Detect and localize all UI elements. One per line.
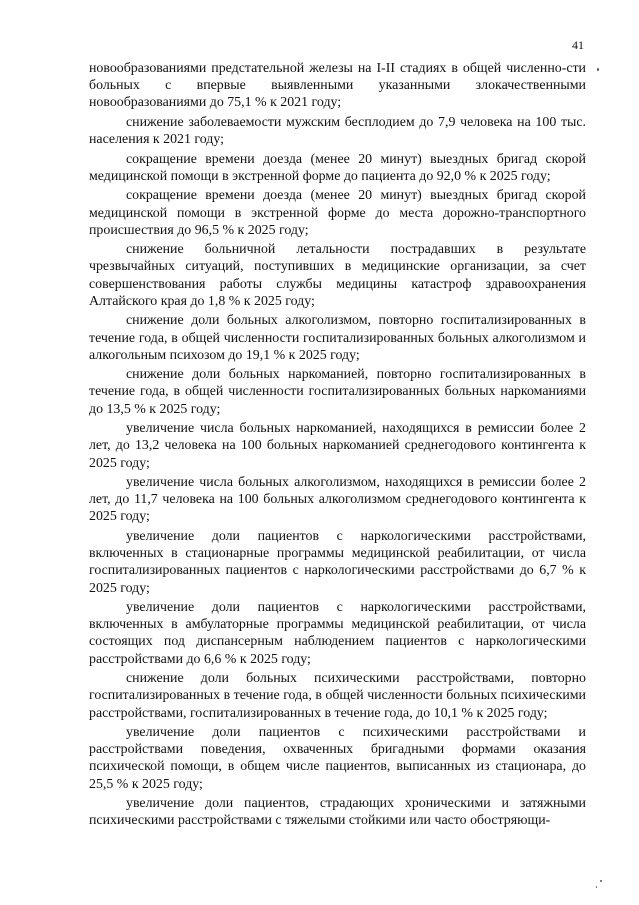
paragraph: увеличение доли пациентов с наркологическими расстройствами, включенных в стационарные программы медицинской реабилитации, от числа госпитализированных пациентов с наркологическими расстройствами до 6,7 % к 2025 году; [89,528,586,596]
paragraph: снижение доли больных алкоголизмом, повторно госпитализированных в течение года, в общей численности госпитализированных больных алкоголизмом и алкогольным психозом до 19,1 % к 2025 году; [89,313,586,363]
scan-speck [596,886,597,888]
scan-speck [600,880,602,882]
paragraph: снижение доли больных наркоманией, повторно госпитализированных в течение года, в общей численности госпитализированных больных наркоманиями до 13,5 % к 2025 году; [89,367,586,417]
paragraph: увеличение числа больных наркоманией, находящихся в ремиссии более 2 лет, до 13,2 человека на 100 больных наркоманией среднегодового контингента к 2025 году; [89,421,586,471]
paragraph: увеличение числа больных алкоголизмом, находящихся в ремиссии более 2 лет, до 11,7 человека на 100 больных алкоголизмом среднегодового контингента к 2025 году; [89,475,586,525]
paragraph: сокращение времени доезда (менее 20 минут) выездных бригад скорой медицинской помощи в экстренной форме до пациента до 92,0 % к 2025 году; [89,151,586,184]
document-body [89,60,586,832]
paragraph: снижение больничной летальности пострадавших в результате чрезвычайных ситуаций, поступивших в медицинские организации, за счет совершенствования работы службы медицины катастроф здравоохранения Алтайского края до 1,8 % к 2025 году; [89,242,586,309]
paragraph: увеличение доли пациентов с наркологическими расстройствами, включенных в амбулаторные программы медицинской реабилитации, от числа состоящих под диспансерным наблюдением пациентов с наркологическими расстройствами до 6,6 % к 2025 году; [89,600,586,667]
paragraph: новообразованиями предстательной железы на I-II стадиях в общей численно-сти больных с впервые выявленными указанными злокачественными новообразованиями до 75,1 % к 2021 году; [89,61,586,111]
paragraph: снижение доли больных психическими расстройствами, повторно госпитализированных в течение года, в общей численности больных психическими расстройствами, госпитализированных в течение года, до 10,1 % к 2025 году; [89,671,586,721]
scan-speck [597,68,599,71]
page-number: 41 [572,38,584,52]
paragraph: увеличение доли пациентов с психическими расстройствами и расстройствами поведения, охваченных бригадными формами оказания психической помощи, в общем числе пациентов, выписанных из стационара, до 25,5 % к 2025 году; [89,725,586,792]
paragraph: снижение заболеваемости мужским бесплодием до 7,9 человека на 100 тыс. населения к 2021 году; [89,114,586,148]
paragraph: сокращение времени доезда (менее 20 минут) выездных бригад скорой медицинской помощи в экстренной форме до места дорожно-транспортного происшествия до 96,5 % к 2025 году; [89,188,586,238]
paragraph: увеличение доли пациентов, страдающих хроническими и затяжными психическими расстройствами с тяжелыми стойкими или часто обостряющи- [89,796,586,829]
